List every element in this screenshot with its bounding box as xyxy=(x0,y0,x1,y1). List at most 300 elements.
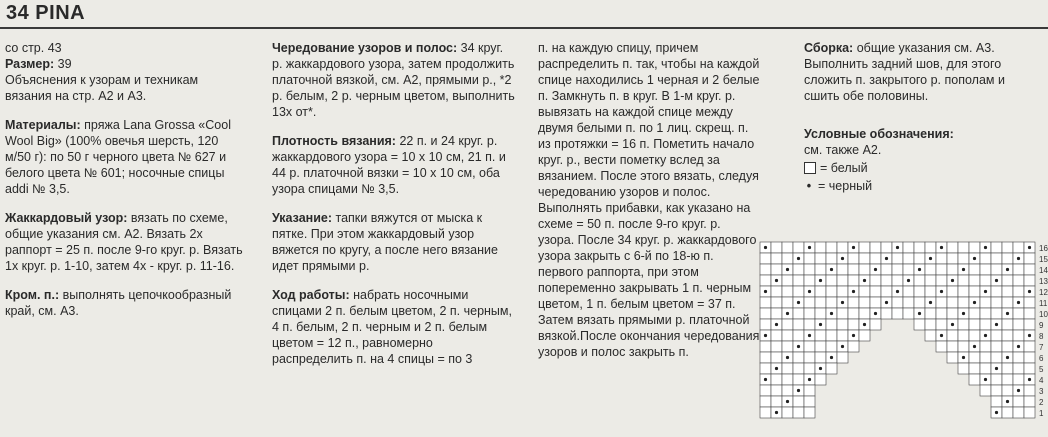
chart-cell xyxy=(991,253,1002,264)
column-4 xyxy=(804,40,1040,196)
chart-dot xyxy=(907,279,910,282)
chart-cell xyxy=(947,308,958,319)
chart-cell xyxy=(1002,275,1013,286)
chart-cell xyxy=(870,253,881,264)
column-2 xyxy=(272,40,516,380)
size-value: 39 xyxy=(54,57,72,71)
chart-cell xyxy=(991,242,1002,253)
chart-cell xyxy=(771,330,782,341)
chart-dot xyxy=(1028,290,1031,293)
chart-cell xyxy=(892,253,903,264)
chart-cell xyxy=(969,374,980,385)
chart-cell xyxy=(848,253,859,264)
chart-cell xyxy=(958,275,969,286)
chart-cell xyxy=(1002,363,1013,374)
chart-cell xyxy=(760,363,771,374)
header xyxy=(0,0,1048,30)
chart-cell xyxy=(1013,374,1024,385)
chart-cell xyxy=(782,242,793,253)
chart-dot xyxy=(830,268,833,271)
chart-cell xyxy=(870,242,881,253)
chart-cell xyxy=(903,253,914,264)
chart-dot xyxy=(819,279,822,282)
chart-dot xyxy=(995,411,998,414)
chart-cell xyxy=(760,407,771,418)
chart-cell xyxy=(782,286,793,297)
legend-black-label: = черный xyxy=(818,179,873,193)
assembly-label: Сборка: xyxy=(804,41,854,55)
chart-dot xyxy=(918,312,921,315)
chart-cell xyxy=(881,275,892,286)
chart-cell xyxy=(760,253,771,264)
chart-cell xyxy=(826,363,837,374)
chart-cell xyxy=(991,286,1002,297)
chart-cell xyxy=(859,297,870,308)
chart-dot xyxy=(852,334,855,337)
chart-dot xyxy=(863,323,866,326)
chart-cell xyxy=(1013,242,1024,253)
chart-cell xyxy=(815,374,826,385)
chart-cell xyxy=(1013,396,1024,407)
chart-cell xyxy=(914,297,925,308)
chart-cell xyxy=(991,308,1002,319)
chart-cell xyxy=(1013,308,1024,319)
chart-cell xyxy=(859,253,870,264)
chart-dot xyxy=(808,378,811,381)
chart-cell xyxy=(771,253,782,264)
chart-cell xyxy=(793,407,804,418)
chart-dot xyxy=(830,312,833,315)
chart-cell xyxy=(782,407,793,418)
chart-cell xyxy=(980,363,991,374)
see-page-text: со стр. 43 xyxy=(5,41,62,55)
chart-row-number: 14 xyxy=(1039,266,1048,275)
chart-cell xyxy=(980,308,991,319)
chart-cell xyxy=(936,308,947,319)
chart-cell xyxy=(1013,275,1024,286)
chart-cell xyxy=(1013,352,1024,363)
chart-cell xyxy=(793,264,804,275)
chart-cell xyxy=(936,275,947,286)
header-rule xyxy=(0,27,1048,29)
chart-dot xyxy=(1006,312,1009,315)
chart-cell xyxy=(958,297,969,308)
chart-cell xyxy=(969,275,980,286)
chart-cell xyxy=(870,297,881,308)
chart-cell xyxy=(848,264,859,275)
chart-row-number: 15 xyxy=(1039,255,1048,264)
chart-cell xyxy=(1002,407,1013,418)
chart-cell xyxy=(848,297,859,308)
chart-cell xyxy=(815,308,826,319)
chart-dot xyxy=(819,323,822,326)
chart-cell xyxy=(892,297,903,308)
chart-row-number: 4 xyxy=(1039,376,1044,385)
chart-dot xyxy=(885,301,888,304)
chart-cell xyxy=(991,264,1002,275)
chart-cell xyxy=(793,242,804,253)
symbols-title: Условные обозначения: xyxy=(804,127,954,141)
chart-cell xyxy=(1024,308,1035,319)
column-1 xyxy=(5,40,245,332)
chart-dot xyxy=(1006,356,1009,359)
chart-cell xyxy=(991,396,1002,407)
chart-cell xyxy=(881,286,892,297)
chart-cell xyxy=(815,253,826,264)
chart-cell xyxy=(881,242,892,253)
chart-cell xyxy=(1024,264,1035,275)
chart-cell xyxy=(771,385,782,396)
explain-text: Объяснения к узорам и техникам вязания на стр. А2 и А3. xyxy=(5,73,199,103)
chart-cell xyxy=(958,253,969,264)
chart-dot xyxy=(984,290,987,293)
chart-dot xyxy=(940,334,943,337)
chart-cell xyxy=(1024,319,1035,330)
chart-dot xyxy=(1028,378,1031,381)
chart-cell xyxy=(771,341,782,352)
density-text: 22 п. и 24 круг. р. жаккардового узора = 10 х 10 см, 21 п. и 44 р. платочной вязки = 10 х 10 см, оба узора спицами № 3,5. xyxy=(272,134,506,196)
chart-cell xyxy=(826,341,837,352)
chart-row-number: 7 xyxy=(1039,343,1044,352)
chart-cell xyxy=(1024,341,1035,352)
chart-dot xyxy=(786,268,789,271)
chart-cell xyxy=(947,352,958,363)
chart-cell xyxy=(980,275,991,286)
chart-cell xyxy=(881,264,892,275)
chart-cell xyxy=(837,275,848,286)
chart-cell xyxy=(760,264,771,275)
chart-cell xyxy=(760,352,771,363)
chart-dot xyxy=(885,257,888,260)
chart-dot xyxy=(995,367,998,370)
chart-cell xyxy=(969,242,980,253)
chart-cell xyxy=(925,286,936,297)
chart-cell xyxy=(793,363,804,374)
chart-cell xyxy=(914,253,925,264)
chart-cell xyxy=(1002,253,1013,264)
chart-dot xyxy=(918,268,921,271)
chart-cell xyxy=(936,341,947,352)
chart-cell xyxy=(837,264,848,275)
chart-cell xyxy=(859,286,870,297)
chart-dot xyxy=(764,334,767,337)
chart-cell xyxy=(1002,385,1013,396)
chart-cell xyxy=(969,308,980,319)
chart-dot xyxy=(852,290,855,293)
density-label: Плотность вязания: xyxy=(272,134,396,148)
chart-cell xyxy=(980,385,991,396)
chart-cell xyxy=(969,352,980,363)
chart-cell xyxy=(782,253,793,264)
chart-dot xyxy=(775,411,778,414)
chart-dot xyxy=(775,323,778,326)
chart-row-number: 2 xyxy=(1039,398,1044,407)
chart-cell xyxy=(815,264,826,275)
chart-cell xyxy=(1013,264,1024,275)
chart-cell xyxy=(771,286,782,297)
chart-cell xyxy=(848,319,859,330)
chart-cell xyxy=(782,330,793,341)
chart-cell xyxy=(804,396,815,407)
chart-cell xyxy=(859,264,870,275)
chart-cell xyxy=(837,286,848,297)
work-label: Ход работы: xyxy=(272,288,350,302)
chart-cell xyxy=(925,275,936,286)
chart-cell xyxy=(936,319,947,330)
chart-cell xyxy=(782,275,793,286)
chart-cell xyxy=(958,242,969,253)
chart-cell xyxy=(793,352,804,363)
chart-cell xyxy=(958,341,969,352)
chart-cell xyxy=(1002,242,1013,253)
chart-cell xyxy=(771,308,782,319)
chart-dot xyxy=(852,246,855,249)
chart-cell xyxy=(1002,374,1013,385)
chart-dot xyxy=(973,257,976,260)
chart-dot xyxy=(896,290,899,293)
chart-cell xyxy=(782,319,793,330)
chart-cell xyxy=(804,407,815,418)
chart-dot xyxy=(841,301,844,304)
chart-dot xyxy=(841,257,844,260)
chart-cell xyxy=(947,253,958,264)
chart-dot xyxy=(808,334,811,337)
chart-cell xyxy=(1024,253,1035,264)
work-text: набрать носочными спицами 2 п. белым цветом, 2 п. черным, 4 п. белым, 2 п. черным и 2 п. белым цветом = 12 п., равномерно распределить п. на 4 спицы = по 3 xyxy=(272,288,512,366)
chart-cell xyxy=(903,297,914,308)
chart-row-number: 1 xyxy=(1039,409,1044,418)
chart-cell xyxy=(1013,407,1024,418)
chart-row-number: 13 xyxy=(1039,277,1048,286)
chart-cell xyxy=(760,275,771,286)
chart-cell xyxy=(980,352,991,363)
chart-cell xyxy=(815,286,826,297)
symbols-block xyxy=(804,126,1040,194)
chart-cell xyxy=(771,396,782,407)
chart-cell xyxy=(1002,297,1013,308)
chart-cell xyxy=(804,275,815,286)
chart-cell xyxy=(1024,385,1035,396)
chart-cell xyxy=(1024,396,1035,407)
chart-cell xyxy=(925,330,936,341)
chart-row-number: 9 xyxy=(1039,321,1044,330)
materials-text: пряжа Lana Grossa «Cool Wool Big» (100% овечья шерсть, 120 м/50 г): по 50 г черного цвета № 627 и белого цвета № 601; носочные спицы addi № 3,5. xyxy=(5,118,231,196)
chart-dot xyxy=(786,356,789,359)
chart-cell xyxy=(1024,297,1035,308)
chart-dot xyxy=(874,312,877,315)
chart-cell xyxy=(991,374,1002,385)
chart-cell xyxy=(771,264,782,275)
chart-cell xyxy=(969,264,980,275)
chart-dot xyxy=(1028,246,1031,249)
chart-cell xyxy=(947,297,958,308)
chart-cell xyxy=(980,341,991,352)
chart-cell xyxy=(837,242,848,253)
chart-row-number: 12 xyxy=(1039,288,1048,297)
note-label: Указание: xyxy=(272,211,333,225)
chart-cell xyxy=(969,319,980,330)
chart-cell xyxy=(760,319,771,330)
chart-cell xyxy=(936,297,947,308)
chart-dot xyxy=(951,323,954,326)
chart-row-number: 10 xyxy=(1039,310,1048,319)
chart-cell xyxy=(837,308,848,319)
chart-cell xyxy=(804,341,815,352)
chart-cell xyxy=(804,253,815,264)
chart-cell xyxy=(815,242,826,253)
chart-cell xyxy=(991,352,1002,363)
jacquard-label: Жаккардовый узор: xyxy=(5,211,128,225)
chart-cell xyxy=(760,385,771,396)
chart-cell xyxy=(870,319,881,330)
chart-row-number: 6 xyxy=(1039,354,1044,363)
chart-cell xyxy=(826,253,837,264)
chart-cell xyxy=(1013,286,1024,297)
chart-cell xyxy=(760,308,771,319)
chart-cell xyxy=(771,242,782,253)
chart-cell xyxy=(991,385,1002,396)
chart-cell xyxy=(870,275,881,286)
chart-dot xyxy=(786,312,789,315)
stripes-text: 34 круг. р. жаккардового узора, затем продолжить платочной вязкой, см. А2, прямыми р., *2 р. белым, 2 р. черным цветом, выполнить 13х от*. xyxy=(272,41,515,119)
chart-cell xyxy=(958,330,969,341)
chart-dot xyxy=(1006,268,1009,271)
chart-cell xyxy=(859,308,870,319)
chart-cell xyxy=(914,275,925,286)
legend-black xyxy=(804,178,1040,194)
chart-cell xyxy=(1024,407,1035,418)
chart-dot xyxy=(962,312,965,315)
chart-cell xyxy=(826,242,837,253)
chart-row-number: 16 xyxy=(1039,244,1048,253)
chart-cell xyxy=(936,253,947,264)
chart-cell xyxy=(958,319,969,330)
chart-dot xyxy=(830,356,833,359)
chart-cell xyxy=(980,297,991,308)
chart-cell xyxy=(980,319,991,330)
chart-dot xyxy=(995,279,998,282)
chart-cell xyxy=(1024,352,1035,363)
chart-cell xyxy=(969,363,980,374)
chart-cell xyxy=(848,341,859,352)
chart-cell xyxy=(815,330,826,341)
edge-label: Кром. п.: xyxy=(5,288,60,302)
chart-row-number: 3 xyxy=(1039,387,1044,396)
instructions-text: п. на каждую спицу, причем распределить п. так, чтобы на каждой спице находились 1 черная и 2 белые п. Замкнуть п. в круг. В 1-м круг. р. вывязать на каждой спице между двумя белыми п. по 1 лиц. скрещ. п. из протяжки = 16 п. Пометить начало круг. р., вести пометку вслед за вязанием. После этого вязать, следуя чередованию узоров и полос. Выполнять прибавки, как указано на схеме = 50 п. после 9-го круг. р. узора. После 34 круг. р. жаккардового узора закрыть с 6-й по 18-ю п. первого раппорта, при этом попеременно закрывать 1 п. черным цветом, 1 п. белым цветом = 37 п. Затем вязать прямыми р. платочной вязкой.После окончания чередования узоров и полос закрыть п. xyxy=(538,41,760,359)
chart-cell xyxy=(892,308,903,319)
chart-cell xyxy=(1002,341,1013,352)
chart-dot xyxy=(775,367,778,370)
chart-row-number: 5 xyxy=(1039,365,1044,374)
assembly-text: общие указания см. А3. Выполнить задний шов, для этого сложить п. закрытого р. пополам и сшить обе половины. xyxy=(804,41,1005,103)
edge-text: выполнять цепочкообразный край, см. А3. xyxy=(5,288,232,318)
chart-cell xyxy=(870,286,881,297)
chart-cell xyxy=(980,253,991,264)
column-3 xyxy=(538,40,760,373)
chart-cell xyxy=(771,374,782,385)
chart-cell xyxy=(837,319,848,330)
chart-dot xyxy=(1017,389,1020,392)
chart-cell xyxy=(793,396,804,407)
white-square-icon xyxy=(804,162,816,174)
chart-cell xyxy=(804,363,815,374)
jacquard-text: вязать по схеме, общие указания см. А2. Вязать 2х раппорт = 25 п. после 9-го круг. р. Вязать 1х круг. р. 1-10, затем 4х - круг. р. 11-16. xyxy=(5,211,243,273)
chart-cell xyxy=(947,286,958,297)
chart-cell xyxy=(804,297,815,308)
chart-dot xyxy=(984,378,987,381)
chart-cell xyxy=(1002,330,1013,341)
chart-dot xyxy=(984,246,987,249)
chart-dot xyxy=(940,246,943,249)
stripes-label: Чередование узоров и полос: xyxy=(272,41,458,55)
chart-cell xyxy=(793,286,804,297)
chart-cell xyxy=(793,374,804,385)
symbols-see-text: см. также А2. xyxy=(804,143,882,157)
legend-white xyxy=(804,160,1040,176)
chart-dot xyxy=(995,323,998,326)
chart-cell xyxy=(903,286,914,297)
chart-cell xyxy=(859,242,870,253)
knitting-chart xyxy=(758,238,1048,437)
chart-cell xyxy=(892,264,903,275)
chart-cell xyxy=(760,297,771,308)
chart-cell xyxy=(980,264,991,275)
chart-cell xyxy=(892,275,903,286)
chart-dot xyxy=(984,334,987,337)
chart-dot xyxy=(797,345,800,348)
chart-cell xyxy=(991,297,1002,308)
page-title: 34 PINA xyxy=(6,2,86,24)
chart-cell xyxy=(991,341,1002,352)
chart-cell xyxy=(815,352,826,363)
chart-cell xyxy=(958,363,969,374)
chart-cell xyxy=(760,396,771,407)
chart-cell xyxy=(914,286,925,297)
chart-dot xyxy=(863,279,866,282)
chart-dot xyxy=(1028,334,1031,337)
chart-cell xyxy=(782,363,793,374)
chart-cell xyxy=(925,319,936,330)
chart-cell xyxy=(914,242,925,253)
chart-cell xyxy=(826,286,837,297)
chart-dot xyxy=(951,279,954,282)
chart-cell xyxy=(826,275,837,286)
chart-dot xyxy=(819,367,822,370)
chart-dot xyxy=(764,246,767,249)
chart-cell xyxy=(782,341,793,352)
chart-cell xyxy=(782,297,793,308)
chart-cell xyxy=(848,275,859,286)
chart-cell xyxy=(969,330,980,341)
chart-cell xyxy=(958,286,969,297)
chart-cell xyxy=(903,264,914,275)
chart-cell xyxy=(804,385,815,396)
chart-dot xyxy=(896,246,899,249)
chart-dot xyxy=(841,345,844,348)
chart-cell xyxy=(771,297,782,308)
chart-dot xyxy=(764,378,767,381)
note-text: тапки вяжутся от мыска к пятке. При этом жаккардовый узор вяжется по кругу, а после него вязание идет прямыми р. xyxy=(272,211,498,273)
chart-cell xyxy=(1002,286,1013,297)
chart-dot xyxy=(1017,301,1020,304)
chart-cell xyxy=(881,308,892,319)
chart-cell xyxy=(947,264,958,275)
chart-cell xyxy=(859,330,870,341)
chart-cell xyxy=(804,352,815,363)
chart-cell xyxy=(947,341,958,352)
chart-cell xyxy=(837,330,848,341)
chart-dot xyxy=(929,257,932,260)
